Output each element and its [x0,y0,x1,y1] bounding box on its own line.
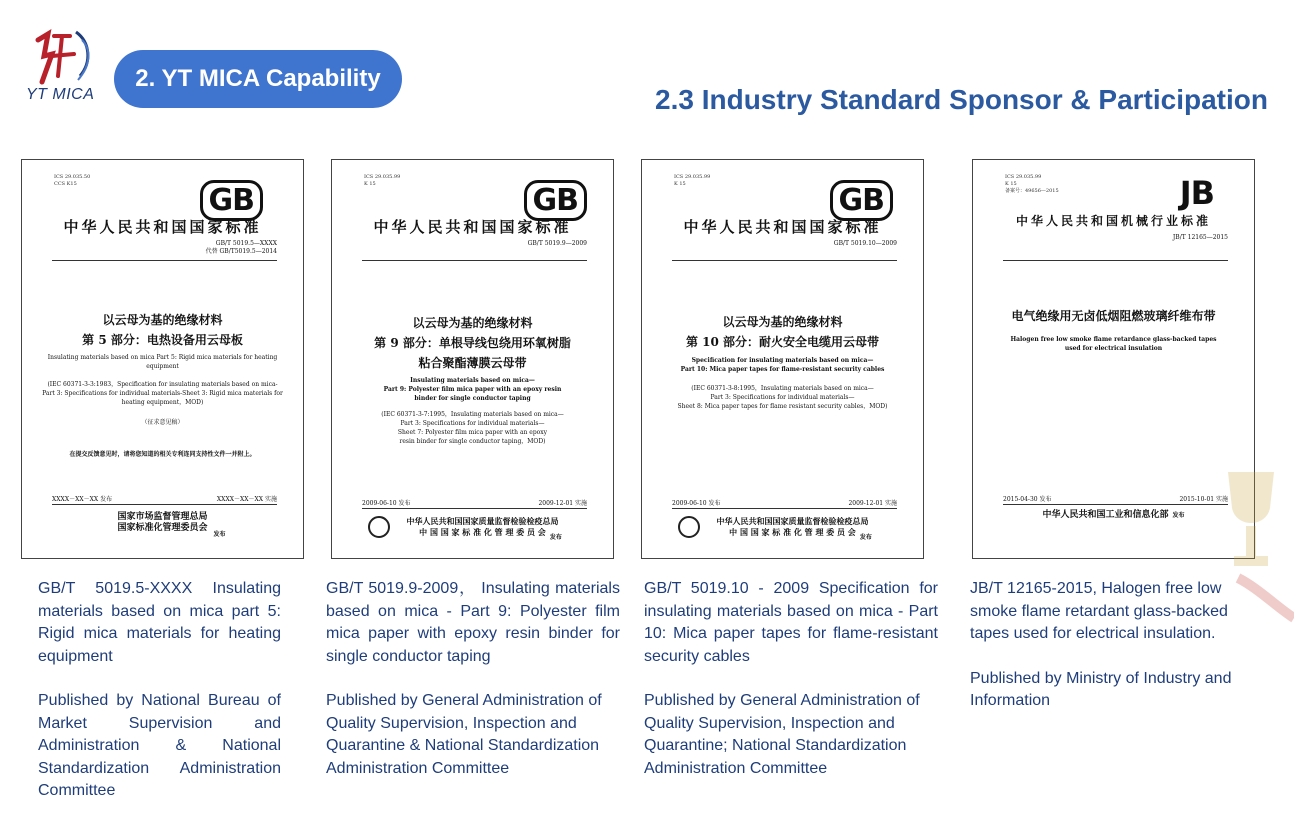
en-note: (IEC 60371-3-7:1995，Insulating materials based on mica— Part 3: Specifications for individual materials— Sheet 7: Polyester film mica paper with an epoxy resin binder for single conductor taping，MOD) [381,411,564,445]
divider [672,508,897,509]
ics-code: ICS 29.035.99 K 15 备案号：49656—2015 [1005,174,1059,194]
en-title: Insulating materials based on mica Part 5: Rigid mica materials for heating equipment [47,354,278,370]
gb-logo-icon: GB [524,180,588,221]
cn-title: 以云母为基的绝缘材料 第 5 部分：电热设备用云母板 [82,313,243,347]
en-title: Halogen free low smoke flame retardance glass-backed tapes used for electrical insulation [1010,336,1217,352]
dates-row [52,494,277,503]
en-title: Specification for insulating materials based on mica— Part 10: Mica paper tapes for flame-resistant security cables [680,357,885,373]
ics-code: ICS 29.035.50 CCS K15 [54,174,91,187]
caption-1 [38,578,281,803]
draft-note: （征求意见稿） [141,419,184,426]
issue-date: XXXX－XX－XX 发布 [52,496,113,503]
dates-row [1003,494,1228,503]
divider [1003,260,1228,261]
caption-2 [326,578,620,780]
effective-date: XXXX－XX－XX 实施 [216,496,277,503]
en-note: (IEC 60371-3-3:1983，Specification for insulating materials based on mica- Part 3: Specifications for individual materials-Sheet 3: Rigid mica materials for heating equipment，MOD) [42,381,283,406]
standard-code: GB/T 5019.10—2009 [833,240,897,247]
divider [1003,504,1228,505]
section-label: 2. YT MICA Capability [114,50,402,108]
dates-row [672,498,897,507]
caption-title: GB/T 5019.5-XXXX Insulating materials based on mica part 5: Rigid mica materials for heating equipment [38,580,281,665]
issue-date: 2015-04-30 发布 [1003,496,1052,503]
gb-logo-icon: GB [200,180,264,221]
caption-4 [970,578,1268,713]
dates-row [362,498,587,507]
issuer: 中华人民共和国工业和信息化部 发布 [1042,510,1185,520]
standard-cover-3 [641,159,924,559]
standard-title: 中华人民共和国机械行业标准 [1015,214,1211,228]
divider [362,508,587,509]
effective-date: 2009-12-01 实施 [538,500,587,507]
standard-code: GB/T 5019.9—2009 [527,240,587,247]
caption-title: GB/T 5019.10 - 2009 Specification for insulating materials based on mica - Part 10: Mica paper tapes for flame-resistant security cables [644,580,938,665]
issuer: 中华人民共和国国家质量监督检验检疫总局 中 国 国 家 标 准 化 管 理 委 员 会 发布 [406,516,562,541]
standard-code: JB/T 12165—2015 [1172,234,1228,241]
effective-date: 2009-12-01 实施 [848,500,897,507]
caption-title: JB/T 12165-2015, Halogen free low smoke flame retardant glass-backed tapes used for electrical insulation. [970,580,1228,642]
caption-publisher: Published by Ministry of Industry and Information [970,669,1232,709]
en-note: (IEC 60371-3-8:1995，Insulating materials based on mica— Part 3: Specifications for individual materials— Sheet 8: Mica paper tapes for flame resistant security cables，MOD) [677,385,888,410]
company-logo [20,22,106,106]
cn-title: 以云母为基的绝缘材料 第 10 部分：耐火安全电缆用云母带 [685,315,880,349]
cn-title: 以云母为基的绝缘材料 第 9 部分：单根导线包绕用环氧树脂 粘合聚酯薄膜云母带 [374,316,571,370]
standard-title: 中华人民共和国国家标准 [683,218,882,236]
caption-3 [644,578,938,780]
standard-title: 中华人民共和国国家标准 [373,218,572,236]
logo-mark-icon [30,26,96,88]
en-title: Insulating materials based on mica— Part 9: Polyester film mica paper with an epoxy resin binder for single conductor taping [383,377,562,402]
ics-code: ICS 29.035.99 K 15 [674,174,711,187]
caption-publisher: Published by General Administration of Quality Supervision, Inspection and Quarantine; National Standardization Administration Committee [644,692,920,777]
cn-title: 电气绝缘用无卤低烟阻燃玻璃纤维布带 [1011,309,1216,323]
logo-text: YT MICA [26,86,95,103]
issue-date: 2009-06-10 发布 [362,500,411,507]
divider [52,504,277,505]
caption-title: GB/T 5019.9-2009， Insulating materials based on mica - Part 9: Polyester film mica paper with epoxy resin binder for single conductor taping [326,580,620,665]
divider [672,260,897,261]
issuer: 国家市场监督管理总局 国家标准化管理委员会 发布 [117,512,226,538]
standard-code: GB/T 5019.5—XXXX 代替 GB/T5019.5—2014 [205,240,277,255]
standard-title: 中华人民共和国国家标准 [63,218,262,236]
gb-logo-icon: GB [830,180,894,221]
caption-publisher: Published by National Bureau of Market Supervision and Administration & National Standardization Administration Committee [38,692,281,799]
bold-note: 在提交反馈意见时，请将您知道的相关专利连同支持性文件一并附上。 [69,451,256,458]
ics-code: ICS 29.035.99 K 15 [364,174,401,187]
issuer: 中华人民共和国国家质量监督检验检疫总局 中 国 国 家 标 准 化 管 理 委 员 会 发布 [716,516,872,541]
standard-cover-1 [21,159,304,559]
caption-publisher: Published by General Administration of Quality Supervision, Inspection and Quarantine & National Standardization Administration Committee [326,692,602,777]
standard-cover-2 [331,159,614,559]
jb-logo-icon: JB [1179,174,1214,212]
divider [52,260,277,261]
divider [362,260,587,261]
issue-date: 2009-06-10 发布 [672,500,721,507]
page-title: 2.3 Industry Standard Sponsor & Participation [655,84,1268,115]
effective-date: 2015-10-01 实施 [1179,496,1228,503]
